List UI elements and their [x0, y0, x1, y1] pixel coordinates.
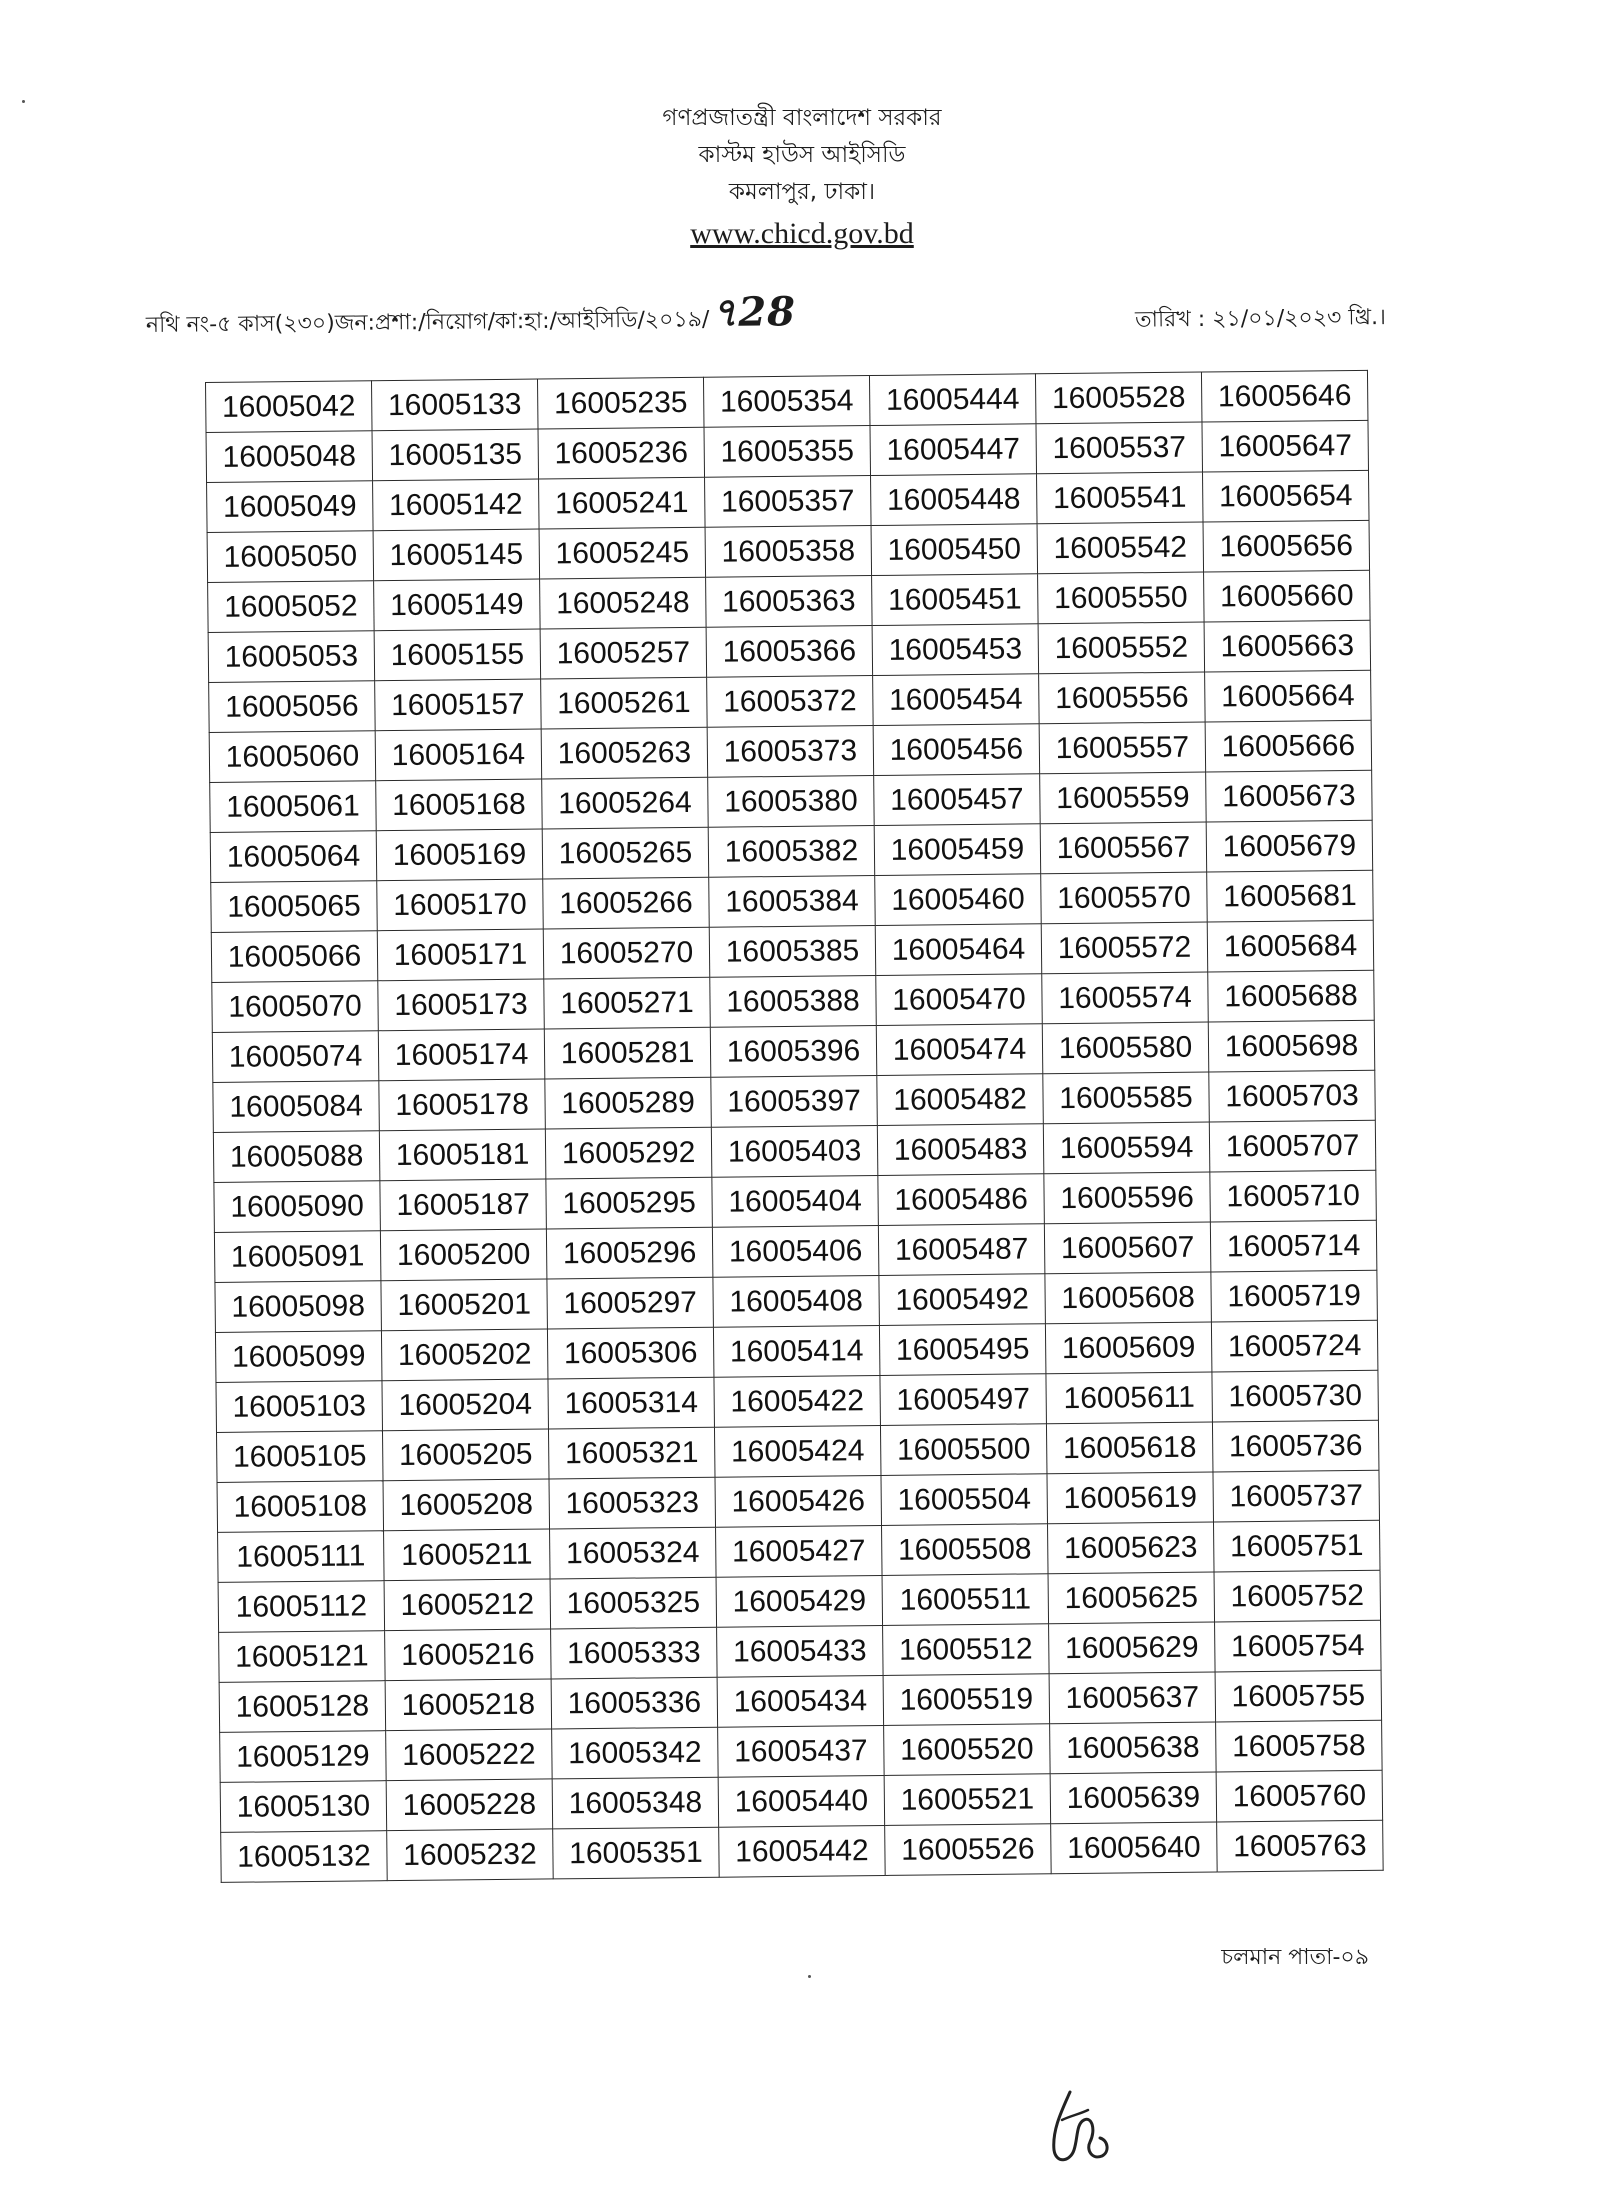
roll-number-cell: 16005570 — [1041, 872, 1208, 924]
roll-number-cell: 16005358 — [705, 526, 872, 578]
roll-number-cell: 16005169 — [376, 829, 543, 881]
roll-number-cell: 16005200 — [380, 1229, 547, 1281]
roll-number-cell: 16005090 — [214, 1181, 381, 1233]
roll-number-cell: 16005388 — [710, 976, 877, 1028]
roll-number-cell: 16005135 — [372, 429, 539, 481]
roll-number-cell: 16005520 — [884, 1724, 1051, 1776]
roll-number-cell: 16005442 — [719, 1825, 886, 1877]
roll-number-cell: 16005088 — [213, 1131, 380, 1183]
roll-number-cell: 16005333 — [551, 1627, 718, 1679]
roll-number-cell: 16005201 — [381, 1279, 548, 1331]
roll-number-cell: 16005236 — [538, 427, 705, 479]
roll-number-cell: 16005292 — [545, 1127, 712, 1179]
roll-number-cell: 16005559 — [1040, 772, 1207, 824]
roll-number-cell: 16005664 — [1205, 670, 1372, 722]
reference-line — [145, 288, 1387, 360]
roll-number-cell: 16005698 — [1208, 1020, 1375, 1072]
roll-number-cell: 16005456 — [873, 724, 1040, 776]
website-link[interactable]: www.chicd.gov.bd — [690, 217, 914, 250]
roll-number-cell: 16005342 — [552, 1727, 719, 1779]
roll-number-cell: 16005550 — [1038, 572, 1205, 624]
roll-number-cell: 16005719 — [1211, 1270, 1378, 1322]
roll-number-cell: 16005202 — [381, 1329, 548, 1381]
signature-initial — [1040, 2080, 1120, 2174]
roll-number-cell: 16005426 — [715, 1475, 882, 1527]
letterhead — [0, 100, 1604, 251]
roll-number-cell: 16005408 — [713, 1275, 880, 1327]
roll-number-cell: 16005297 — [547, 1277, 714, 1329]
roll-number-cell: 16005611 — [1046, 1372, 1213, 1424]
government-name: গণপ্রজাতন্ত্রী বাংলাদেশ সরকার — [662, 105, 942, 131]
roll-number-cell: 16005414 — [713, 1325, 880, 1377]
scan-speck — [22, 100, 25, 103]
roll-number-cell: 16005132 — [221, 1831, 388, 1883]
roll-number-cell: 16005052 — [208, 581, 375, 633]
roll-number-cell: 16005357 — [705, 476, 872, 528]
roll-number-cell: 16005048 — [206, 431, 373, 483]
roll-number-cell: 16005710 — [1210, 1170, 1377, 1222]
roll-number-cell: 16005482 — [877, 1074, 1044, 1126]
roll-number-cell: 16005736 — [1212, 1420, 1379, 1472]
roll-number-cell: 16005098 — [215, 1281, 382, 1333]
roll-number-cell: 16005673 — [1206, 770, 1373, 822]
roll-number-cell: 16005521 — [884, 1774, 1051, 1826]
roll-number-cell: 16005596 — [1044, 1172, 1211, 1224]
roll-number-cell: 16005396 — [710, 1026, 877, 1078]
roll-number-cell: 16005164 — [375, 729, 542, 781]
roll-number-cell: 16005681 — [1207, 870, 1374, 922]
roll-number-cell: 16005640 — [1051, 1822, 1218, 1874]
roll-number-cell: 16005703 — [1209, 1070, 1376, 1122]
signature-glyph-icon — [1040, 2080, 1120, 2170]
roll-number-cell: 16005385 — [709, 926, 876, 978]
roll-number-cell: 16005447 — [870, 424, 1037, 476]
roll-number-cell: 16005264 — [542, 777, 709, 829]
roll-number-cell: 16005474 — [876, 1024, 1043, 1076]
roll-number-cell: 16005422 — [714, 1375, 881, 1427]
roll-number-cell: 16005730 — [1212, 1370, 1379, 1422]
roll-number-cell: 16005211 — [384, 1529, 551, 1581]
roll-number-cell: 16005451 — [872, 574, 1039, 626]
roll-number-cell: 16005372 — [707, 676, 874, 728]
roll-number-cell: 16005508 — [882, 1524, 1049, 1576]
roll-number-cell: 16005752 — [1214, 1570, 1381, 1622]
roll-number-cell: 16005155 — [374, 629, 541, 681]
roll-number-cell: 16005064 — [210, 831, 377, 883]
roll-number-cell: 16005666 — [1205, 720, 1372, 772]
memo-number-text: নথি নং-৫ কাস(২৩০)জন:প্রশা:/নিয়োগ/কা:হা:/আইসিডি/২০১৯/ — [145, 307, 710, 338]
roll-number-cell: 16005348 — [552, 1777, 719, 1829]
roll-number-cell: 16005754 — [1215, 1620, 1382, 1672]
roll-number-cell: 16005271 — [544, 977, 711, 1029]
roll-number-cell: 16005382 — [708, 826, 875, 878]
roll-number-cell: 16005204 — [382, 1379, 549, 1431]
roll-number-cell: 16005263 — [541, 727, 708, 779]
roll-number-cell: 16005170 — [377, 879, 544, 931]
roll-number-cell: 16005519 — [883, 1674, 1050, 1726]
roll-number-cell: 16005758 — [1216, 1720, 1383, 1772]
roll-number-cell: 16005091 — [214, 1231, 381, 1283]
roll-number-cell: 16005684 — [1207, 920, 1374, 972]
roll-number-cell: 16005323 — [549, 1477, 716, 1529]
roll-number-cell: 16005541 — [1037, 472, 1204, 524]
roll-number-cell: 16005714 — [1210, 1220, 1377, 1272]
roll-number-cell: 16005130 — [220, 1781, 387, 1833]
roll-number-cell: 16005281 — [544, 1027, 711, 1079]
roll-number-cell: 16005228 — [386, 1779, 553, 1831]
roll-number-cell: 16005594 — [1043, 1122, 1210, 1174]
memo-number-handwritten: ৭28 — [711, 288, 797, 337]
roll-number-cell: 16005567 — [1040, 822, 1207, 874]
office-name: কাস্টম হাউস আইসিডি — [698, 142, 906, 168]
roll-number-cell: 16005483 — [877, 1124, 1044, 1176]
roll-number-cell: 16005103 — [216, 1381, 383, 1433]
roll-number-cell: 16005660 — [1204, 570, 1371, 622]
roll-number-cell: 16005580 — [1042, 1022, 1209, 1074]
roll-number-cell: 16005070 — [212, 981, 379, 1033]
roll-number-cell: 16005325 — [550, 1577, 717, 1629]
roll-number-cell: 16005688 — [1208, 970, 1375, 1022]
roll-number-cell: 16005500 — [880, 1424, 1047, 1476]
roll-number-cell: 16005755 — [1215, 1670, 1382, 1722]
roll-number-cell: 16005174 — [378, 1029, 545, 1081]
roll-number-cell: 16005366 — [706, 626, 873, 678]
roll-number-cell: 16005314 — [548, 1377, 715, 1429]
roll-number-cell: 16005380 — [708, 776, 875, 828]
roll-number-cell: 16005453 — [872, 624, 1039, 676]
roll-number-cell: 16005557 — [1039, 722, 1206, 774]
roll-number-cell: 16005763 — [1217, 1820, 1384, 1872]
roll-number-cell: 16005355 — [704, 426, 871, 478]
roll-number-cell: 16005212 — [384, 1579, 551, 1631]
roll-number-cell: 16005629 — [1049, 1622, 1216, 1674]
roll-number-cell: 16005464 — [875, 924, 1042, 976]
memo-number — [145, 280, 796, 354]
roll-number-cell: 16005495 — [879, 1324, 1046, 1376]
roll-number-cell: 16005537 — [1036, 422, 1203, 474]
roll-number-cell: 16005574 — [1042, 972, 1209, 1024]
roll-number-cell: 16005450 — [871, 524, 1038, 576]
roll-number-cell: 16005444 — [869, 374, 1036, 426]
roll-number-cell: 16005351 — [553, 1827, 720, 1879]
roll-number-cell: 16005321 — [548, 1427, 715, 1479]
roll-number-cell: 16005133 — [371, 379, 538, 431]
roll-number-cell: 16005552 — [1038, 622, 1205, 674]
roll-number-cell: 16005679 — [1206, 820, 1373, 872]
roll-number-cell: 16005171 — [377, 929, 544, 981]
roll-number-cell: 16005248 — [540, 577, 707, 629]
roll-number-cell: 16005373 — [707, 726, 874, 778]
roll-number-cell: 16005241 — [539, 477, 706, 529]
roll-number-cell: 16005384 — [709, 876, 876, 928]
roll-number-cell: 16005406 — [712, 1225, 879, 1277]
roll-number-cell: 16005324 — [550, 1527, 717, 1579]
memo-date: তারিখ : ২১/০১/২০২৩ খ্রি.। — [1134, 305, 1387, 333]
roll-number-cell: 16005111 — [218, 1531, 385, 1583]
roll-number-cell: 16005619 — [1047, 1472, 1214, 1524]
roll-number-cell: 16005245 — [539, 527, 706, 579]
continuation-note: চলমান পাতা-০৯ — [1221, 1945, 1369, 1970]
roll-number-cell: 16005404 — [712, 1175, 879, 1227]
roll-number-cell: 16005440 — [718, 1775, 885, 1827]
roll-number-cell: 16005460 — [875, 874, 1042, 926]
roll-number-cell: 16005181 — [379, 1129, 546, 1181]
roll-number-cell: 16005607 — [1044, 1222, 1211, 1274]
roll-number-cell: 16005053 — [208, 631, 375, 683]
roll-number-table — [205, 370, 1384, 1883]
roll-number-cell: 16005129 — [220, 1731, 387, 1783]
roll-number-cell: 16005128 — [219, 1681, 386, 1733]
roll-number-cell: 16005261 — [541, 677, 708, 729]
roll-number-cell: 16005424 — [714, 1425, 881, 1477]
roll-number-cell: 16005056 — [209, 681, 376, 733]
roll-number-cell: 16005646 — [1201, 370, 1368, 422]
roll-number-cell: 16005121 — [219, 1631, 386, 1683]
roll-number-cell: 16005336 — [551, 1677, 718, 1729]
roll-number-cell: 16005448 — [871, 474, 1038, 526]
roll-number-cell: 16005042 — [206, 381, 373, 433]
roll-number-cell: 16005638 — [1050, 1722, 1217, 1774]
roll-number-table-wrapper — [205, 370, 1384, 1883]
roll-number-cell: 16005295 — [546, 1177, 713, 1229]
roll-number-cell: 16005099 — [215, 1331, 382, 1383]
roll-number-cell: 16005470 — [876, 974, 1043, 1026]
roll-number-cell: 16005403 — [711, 1126, 878, 1178]
roll-number-cell: 16005751 — [1213, 1520, 1380, 1572]
roll-number-cell: 16005623 — [1048, 1522, 1215, 1574]
roll-number-cell: 16005618 — [1046, 1422, 1213, 1474]
roll-number-cell: 16005663 — [1204, 620, 1371, 672]
roll-number-cell: 16005296 — [546, 1227, 713, 1279]
roll-number-cell: 16005511 — [882, 1574, 1049, 1626]
roll-number-cell: 16005434 — [717, 1675, 884, 1727]
roll-number-cell: 16005639 — [1050, 1772, 1217, 1824]
roll-number-cell: 16005074 — [212, 1031, 379, 1083]
roll-number-cell: 16005105 — [217, 1431, 384, 1483]
roll-number-cell: 16005608 — [1045, 1272, 1212, 1324]
roll-number-cell: 16005208 — [383, 1479, 550, 1531]
roll-number-cell: 16005760 — [1216, 1770, 1383, 1822]
roll-number-cell: 16005232 — [387, 1829, 554, 1881]
roll-number-cell: 16005145 — [373, 529, 540, 581]
roll-number-cell: 16005178 — [379, 1079, 546, 1131]
roll-number-cell: 16005354 — [703, 376, 870, 428]
roll-number-cell: 16005556 — [1039, 672, 1206, 724]
scan-speck — [808, 1975, 811, 1978]
roll-number-cell: 16005363 — [706, 576, 873, 628]
roll-number-cell: 16005108 — [217, 1481, 384, 1533]
roll-number-cell: 16005486 — [878, 1174, 1045, 1226]
roll-number-cell: 16005454 — [873, 674, 1040, 726]
roll-number-cell: 16005050 — [207, 531, 374, 583]
roll-number-cell: 16005504 — [881, 1474, 1048, 1526]
roll-number-cell: 16005257 — [540, 627, 707, 679]
roll-number-cell: 16005625 — [1048, 1572, 1215, 1624]
roll-number-cell: 16005585 — [1043, 1072, 1210, 1124]
office-address: কমলাপুর, ঢাকা। — [728, 179, 876, 205]
roll-number-cell: 16005497 — [880, 1374, 1047, 1426]
roll-number-cell: 16005528 — [1035, 372, 1202, 424]
roll-number-cell: 16005142 — [373, 479, 540, 531]
roll-number-cell: 16005459 — [874, 824, 1041, 876]
roll-number-cell: 16005061 — [210, 781, 377, 833]
roll-number-cell: 16005084 — [213, 1081, 380, 1133]
roll-number-cell: 16005512 — [883, 1624, 1050, 1676]
roll-number-cell: 16005112 — [218, 1581, 385, 1633]
roll-number-cell: 16005492 — [879, 1274, 1046, 1326]
roll-number-cell: 16005433 — [717, 1625, 884, 1677]
roll-number-cell: 16005724 — [1211, 1320, 1378, 1372]
roll-number-cell: 16005218 — [385, 1679, 552, 1731]
roll-number-cell: 16005572 — [1041, 922, 1208, 974]
roll-number-cell: 16005637 — [1049, 1672, 1216, 1724]
roll-number-cell: 16005656 — [1203, 520, 1370, 572]
roll-number-cell: 16005222 — [386, 1729, 553, 1781]
roll-number-cell: 16005437 — [718, 1725, 885, 1777]
roll-number-cell: 16005654 — [1202, 470, 1369, 522]
roll-number-cell: 16005270 — [543, 927, 710, 979]
roll-number-cell: 16005168 — [376, 779, 543, 831]
roll-number-cell: 16005457 — [874, 774, 1041, 826]
roll-number-cell: 16005205 — [382, 1429, 549, 1481]
roll-number-cell: 16005216 — [385, 1629, 552, 1681]
roll-number-cell: 16005306 — [547, 1327, 714, 1379]
roll-number-cell: 16005737 — [1213, 1470, 1380, 1522]
roll-number-cell: 16005187 — [380, 1179, 547, 1231]
roll-number-cell: 16005066 — [211, 931, 378, 983]
roll-number-cell: 16005526 — [885, 1824, 1052, 1876]
roll-number-cell: 16005065 — [211, 881, 378, 933]
roll-number-cell: 16005487 — [878, 1224, 1045, 1276]
roll-number-cell: 16005647 — [1202, 420, 1369, 472]
roll-number-cell: 16005157 — [375, 679, 542, 731]
roll-number-cell: 16005429 — [716, 1575, 883, 1627]
roll-number-cell: 16005289 — [545, 1077, 712, 1129]
roll-number-cell: 16005173 — [378, 979, 545, 1031]
roll-number-cell: 16005049 — [207, 481, 374, 533]
roll-number-cell: 16005542 — [1037, 522, 1204, 574]
roll-number-cell: 16005060 — [209, 731, 376, 783]
roll-number-cell: 16005609 — [1045, 1322, 1212, 1374]
roll-number-cell: 16005266 — [543, 877, 710, 929]
roll-number-cell: 16005149 — [374, 579, 541, 631]
roll-number-cell: 16005397 — [711, 1076, 878, 1128]
roll-number-cell: 16005707 — [1209, 1120, 1376, 1172]
roll-number-cell: 16005427 — [716, 1525, 883, 1577]
roll-number-cell: 16005265 — [542, 827, 709, 879]
roll-number-cell: 16005235 — [537, 377, 704, 429]
